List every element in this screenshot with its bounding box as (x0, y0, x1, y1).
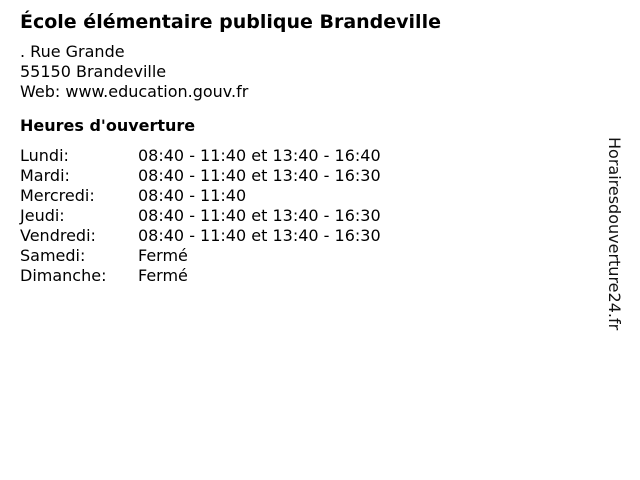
time-value: 08:40 - 11:40 et 13:40 - 16:30 (138, 226, 381, 245)
hours-row-wednesday (20, 186, 600, 206)
time-value: 08:40 - 11:40 et 13:40 - 16:30 (138, 166, 381, 185)
school-name: École élémentaire publique Brandeville (20, 11, 441, 33)
website: Web: www.education.gouv.fr (20, 82, 249, 101)
street-address: . Rue Grande (20, 42, 125, 61)
time-value: 08:40 - 11:40 (138, 186, 247, 205)
opening-hours-heading: Heures d'ouverture (20, 116, 196, 135)
time-value: 08:40 - 11:40 et 13:40 - 16:30 (138, 206, 381, 225)
day-label: Mardi: (20, 166, 70, 185)
hours-row-tuesday (20, 166, 600, 186)
hours-row-thursday (20, 206, 600, 226)
day-label: Mercredi: (20, 186, 95, 205)
address-block (20, 42, 600, 102)
hours-row-monday (20, 146, 600, 166)
hours-row-saturday (20, 246, 600, 266)
hours-row-friday (20, 226, 600, 246)
time-value: Fermé (138, 246, 188, 265)
hours-row-sunday (20, 266, 600, 286)
day-label: Lundi: (20, 146, 69, 165)
site-watermark: Horairesdouverture24.fr (605, 137, 624, 331)
time-value: 08:40 - 11:40 et 13:40 - 16:40 (138, 146, 381, 165)
school-info-card (20, 9, 600, 286)
opening-hours-table (20, 146, 600, 286)
day-label: Samedi: (20, 246, 86, 265)
postal-city: 55150 Brandeville (20, 62, 167, 81)
day-label: Jeudi: (20, 206, 65, 225)
day-label: Vendredi: (20, 226, 96, 245)
time-value: Fermé (138, 266, 188, 285)
day-label: Dimanche: (20, 266, 107, 285)
